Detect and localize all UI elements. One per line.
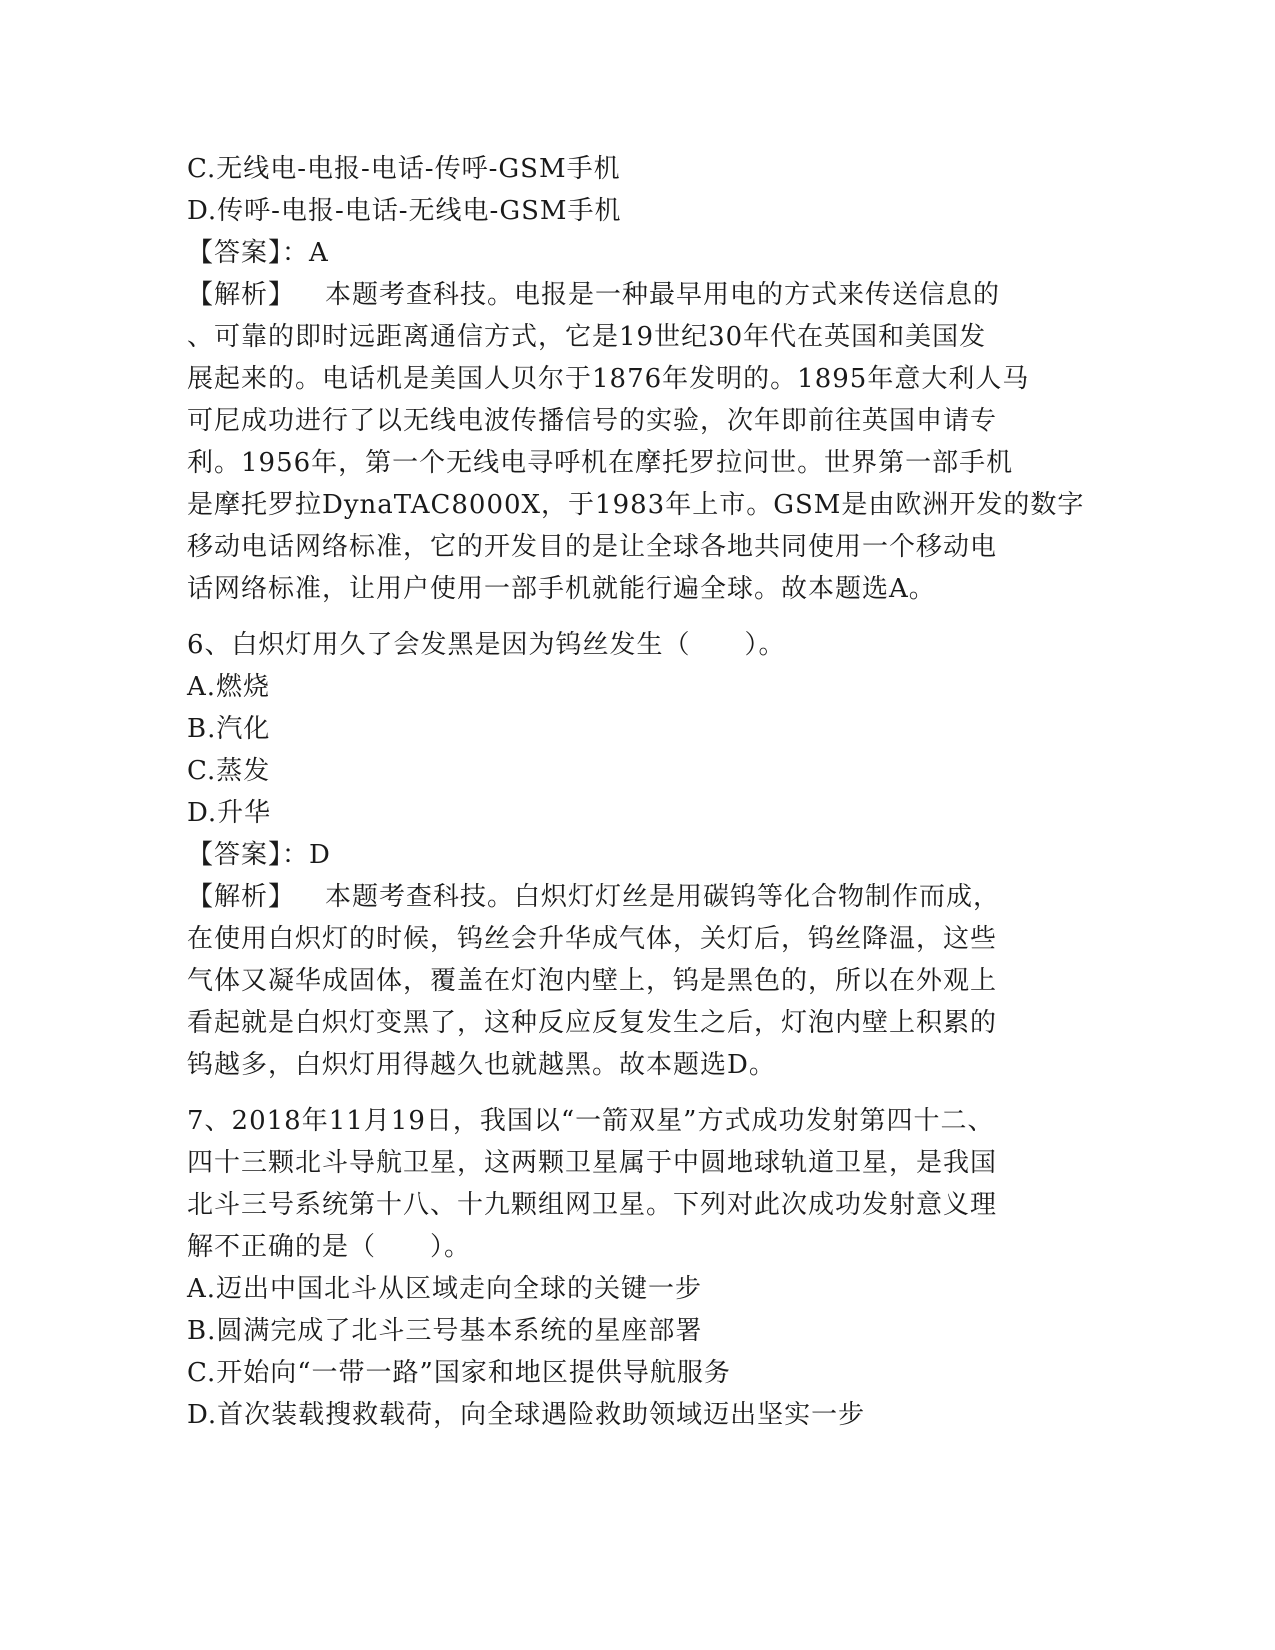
q7-stem-line: 四十三颗北斗导航卫星，这两颗卫星属于中圆地球轨道卫星，是我国 [187, 1148, 998, 1178]
q5-analysis-line: 是摩托罗拉DynaTAC8000X，于1983年上市。GSM是由欧洲开发的数字 [187, 490, 1085, 520]
q5-analysis-label: 【解析】 [187, 280, 296, 310]
q6-option-a: A.燃烧 [187, 672, 271, 702]
q6-analysis-line: 在使用白炽灯的时候，钨丝会升华成气体，关灯后，钨丝降温，这些 [187, 924, 998, 954]
spacer [187, 610, 1087, 624]
q7-stem-line: 7、2018年11月19日，我国以“一箭双星”方式成功发射第四十二、 [187, 1106, 995, 1136]
q7-option-d: D.首次装载搜救载荷，向全球遇险救助领域迈出坚实一步 [187, 1400, 866, 1430]
q6-option-b: B.汽化 [187, 714, 271, 744]
q6-analysis-line: 钨越多，白炽灯用得越久也就越黑。故本题选D。 [187, 1050, 776, 1080]
document-page [187, 148, 1087, 1436]
q5-analysis-line [187, 274, 1087, 316]
q5-option-d: D.传呼-电报-电话-无线电-GSM手机 [187, 196, 622, 226]
q6-analysis-label: 【解析】 [187, 882, 296, 912]
q6-stem: 6、白炽灯用久了会发黑是因为钨丝发生（ ）。 [187, 630, 786, 660]
q6-analysis-line [187, 876, 1087, 918]
q7-stem-line: 解不正确的是（ ）。 [187, 1232, 472, 1262]
q7-option-c: C.开始向“一带一路”国家和地区提供导航服务 [187, 1358, 731, 1388]
q6-analysis-text: 本题考查科技。白炽灯灯丝是用碳钨等化合物制作而成， [325, 882, 1001, 912]
q6-option-c: C.蒸发 [187, 756, 271, 786]
q6-option-d: D.升华 [187, 798, 272, 828]
q7-option-a: A.迈出中国北斗从区域走向全球的关键一步 [187, 1274, 703, 1304]
q5-analysis-text: 本题考查科技。电报是一种最早用电的方式来传送信息的 [325, 280, 1001, 310]
spacer [187, 1086, 1087, 1100]
q5-answer: 【答案】：A [187, 238, 329, 268]
q5-analysis-line: 移动电话网络标准，它的开发目的是让全球各地共同使用一个移动电 [187, 532, 998, 562]
q6-analysis-line: 气体又凝华成固体，覆盖在灯泡内壁上，钨是黑色的，所以在外观上 [187, 966, 998, 996]
q5-analysis-line: 展起来的。电话机是美国人贝尔于1876年发明的。1895年意大利人马 [187, 364, 1030, 394]
q5-analysis-line: 、可靠的即时远距离通信方式，它是19世纪30年代在英国和美国发 [187, 322, 987, 352]
q7-stem-line: 北斗三号系统第十八、十九颗组网卫星。下列对此次成功发射意义理 [187, 1190, 998, 1220]
q5-option-c: C.无线电-电报-电话-传呼-GSM手机 [187, 154, 621, 184]
q5-analysis-line: 可尼成功进行了以无线电波传播信号的实验，次年即前往英国申请专 [187, 406, 998, 436]
q6-answer: 【答案】：D [187, 840, 331, 870]
q5-analysis-line: 话网络标准，让用户使用一部手机就能行遍全球。故本题选A。 [187, 574, 936, 604]
q7-option-b: B.圆满完成了北斗三号基本系统的星座部署 [187, 1316, 703, 1346]
q6-analysis-line: 看起就是白炽灯变黑了，这种反应反复发生之后，灯泡内壁上积累的 [187, 1008, 998, 1038]
q5-analysis-line: 利。1956年，第一个无线电寻呼机在摩托罗拉问世。世界第一部手机 [187, 448, 1014, 478]
